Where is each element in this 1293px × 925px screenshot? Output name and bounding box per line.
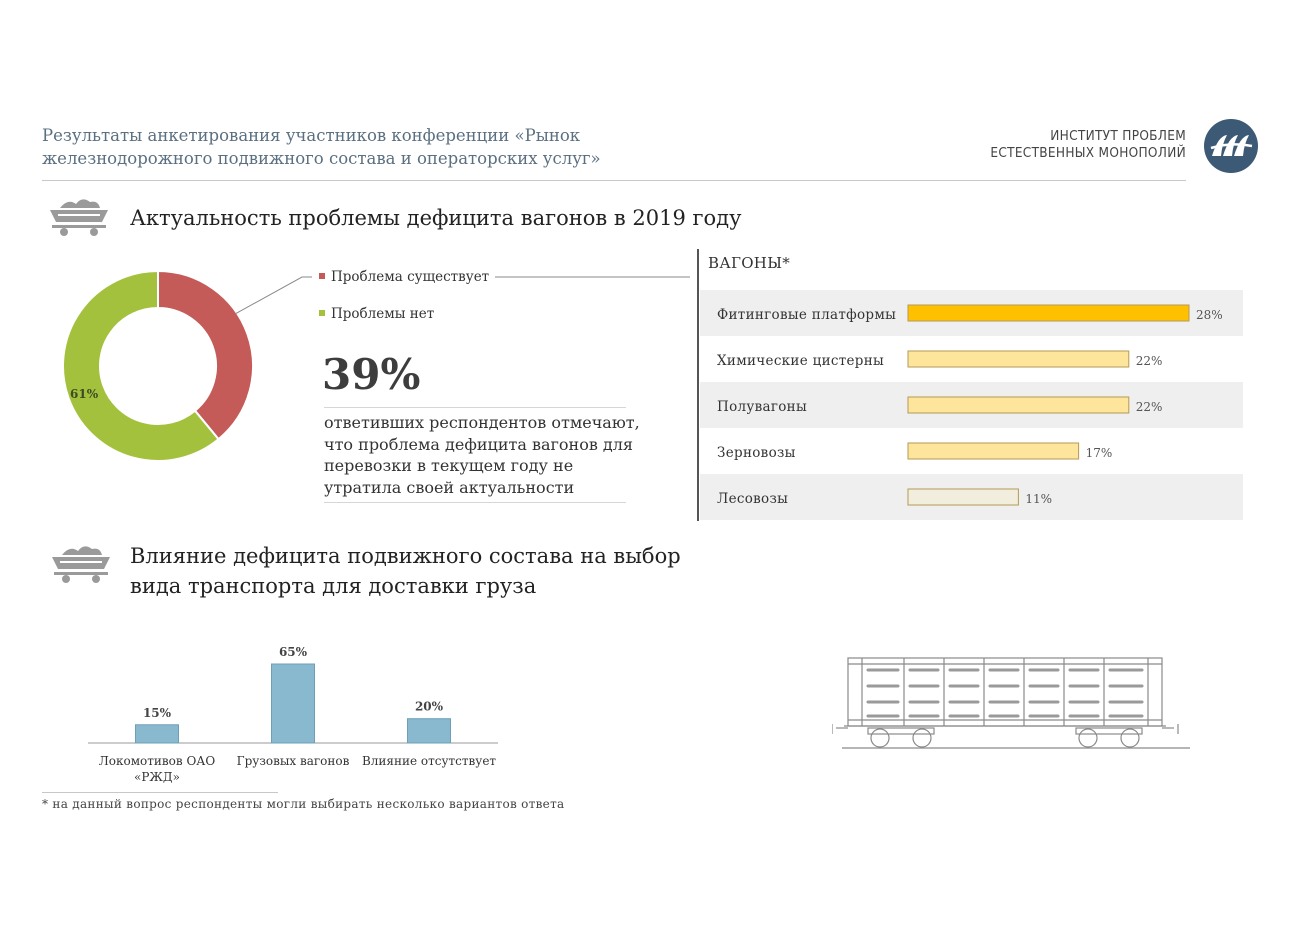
bar-value-5: 11% <box>1025 492 1053 506</box>
percent-description: ответивших респондентов отмечают, что проблема дефицита вагонов для перевозки в текущем году не утратила своей актуальности <box>324 413 640 497</box>
column-1 <box>136 725 179 743</box>
bar-value-3: 22% <box>1135 400 1163 414</box>
column-category-3: Влияние отсутствует <box>361 754 497 768</box>
column-value-1: 15% <box>142 705 172 720</box>
column-category-2: Грузовых вагонов <box>236 754 350 768</box>
bar-2 <box>908 351 1129 367</box>
footnote-rule <box>42 792 278 793</box>
legend-label-1: Проблема существует <box>331 269 490 285</box>
donut-leader-line <box>235 277 312 314</box>
bar-category-1: Фитинговые платформы <box>717 307 897 323</box>
bar-5 <box>908 489 1018 505</box>
legend-label-2: Проблемы нет <box>331 306 435 322</box>
institute-line1: ИНСТИТУТ ПРОБЛЕМ <box>1050 128 1186 144</box>
header-divider <box>42 180 1186 181</box>
donut-slice-1 <box>158 271 253 439</box>
institute-name <box>940 128 1186 162</box>
bar-category-3: Полувагоны <box>717 399 808 415</box>
big-percent: 39% <box>322 350 421 399</box>
report-subtitle: Результаты анкетирования участников конференции «Рынок железнодорожного подвижного состава и операторских услуг» <box>42 126 601 168</box>
footnote: * на данный вопрос респонденты могли выбирать несколько вариантов ответа <box>42 797 565 811</box>
legend-swatch-1 <box>319 273 325 279</box>
column-3 <box>408 719 451 743</box>
bar-category-2: Химические цистерны <box>717 353 885 369</box>
bar-category-5: Лесовозы <box>717 491 789 507</box>
column-value-3: 20% <box>414 699 444 714</box>
column-value-2: 65% <box>278 645 308 659</box>
transport-column-chart <box>80 636 520 796</box>
section1-title: Актуальность проблемы дефицита вагонов в 2019 году <box>130 206 742 230</box>
wagons-bar-chart <box>700 290 1243 520</box>
bar-1 <box>908 305 1189 321</box>
bar-4 <box>908 443 1079 459</box>
freight-wagon-drawing-icon <box>832 650 1194 756</box>
section2-title: Влияние дефицита подвижного состава на выбор вида транспорта для доставки груза <box>130 544 681 598</box>
coal-wagon-icon-2 <box>50 543 112 585</box>
coal-wagon-icon <box>48 196 110 238</box>
institute-line2: ЕСТЕСТВЕННЫХ МОНОПОЛИЙ <box>990 145 1186 161</box>
bar-value-1: 28% <box>1196 308 1223 322</box>
bar-value-2: 22% <box>1135 354 1163 368</box>
bar-value-4: 17% <box>1085 446 1113 460</box>
vertical-divider <box>697 249 699 521</box>
wagons-chart-title: ВАГОНЫ* <box>708 254 791 272</box>
institute-logo-icon <box>1203 118 1259 174</box>
column-2 <box>272 664 315 743</box>
donut-label-2: 61% <box>70 387 99 401</box>
percent-rule-bottom <box>324 502 626 503</box>
percent-rule-top <box>324 407 626 408</box>
bar-category-4: Зерновозы <box>717 445 796 461</box>
bar-3 <box>908 397 1129 413</box>
legend-swatch-2 <box>319 310 325 316</box>
column-category-1: Локомотивов ОАО «РЖД» <box>98 754 216 784</box>
